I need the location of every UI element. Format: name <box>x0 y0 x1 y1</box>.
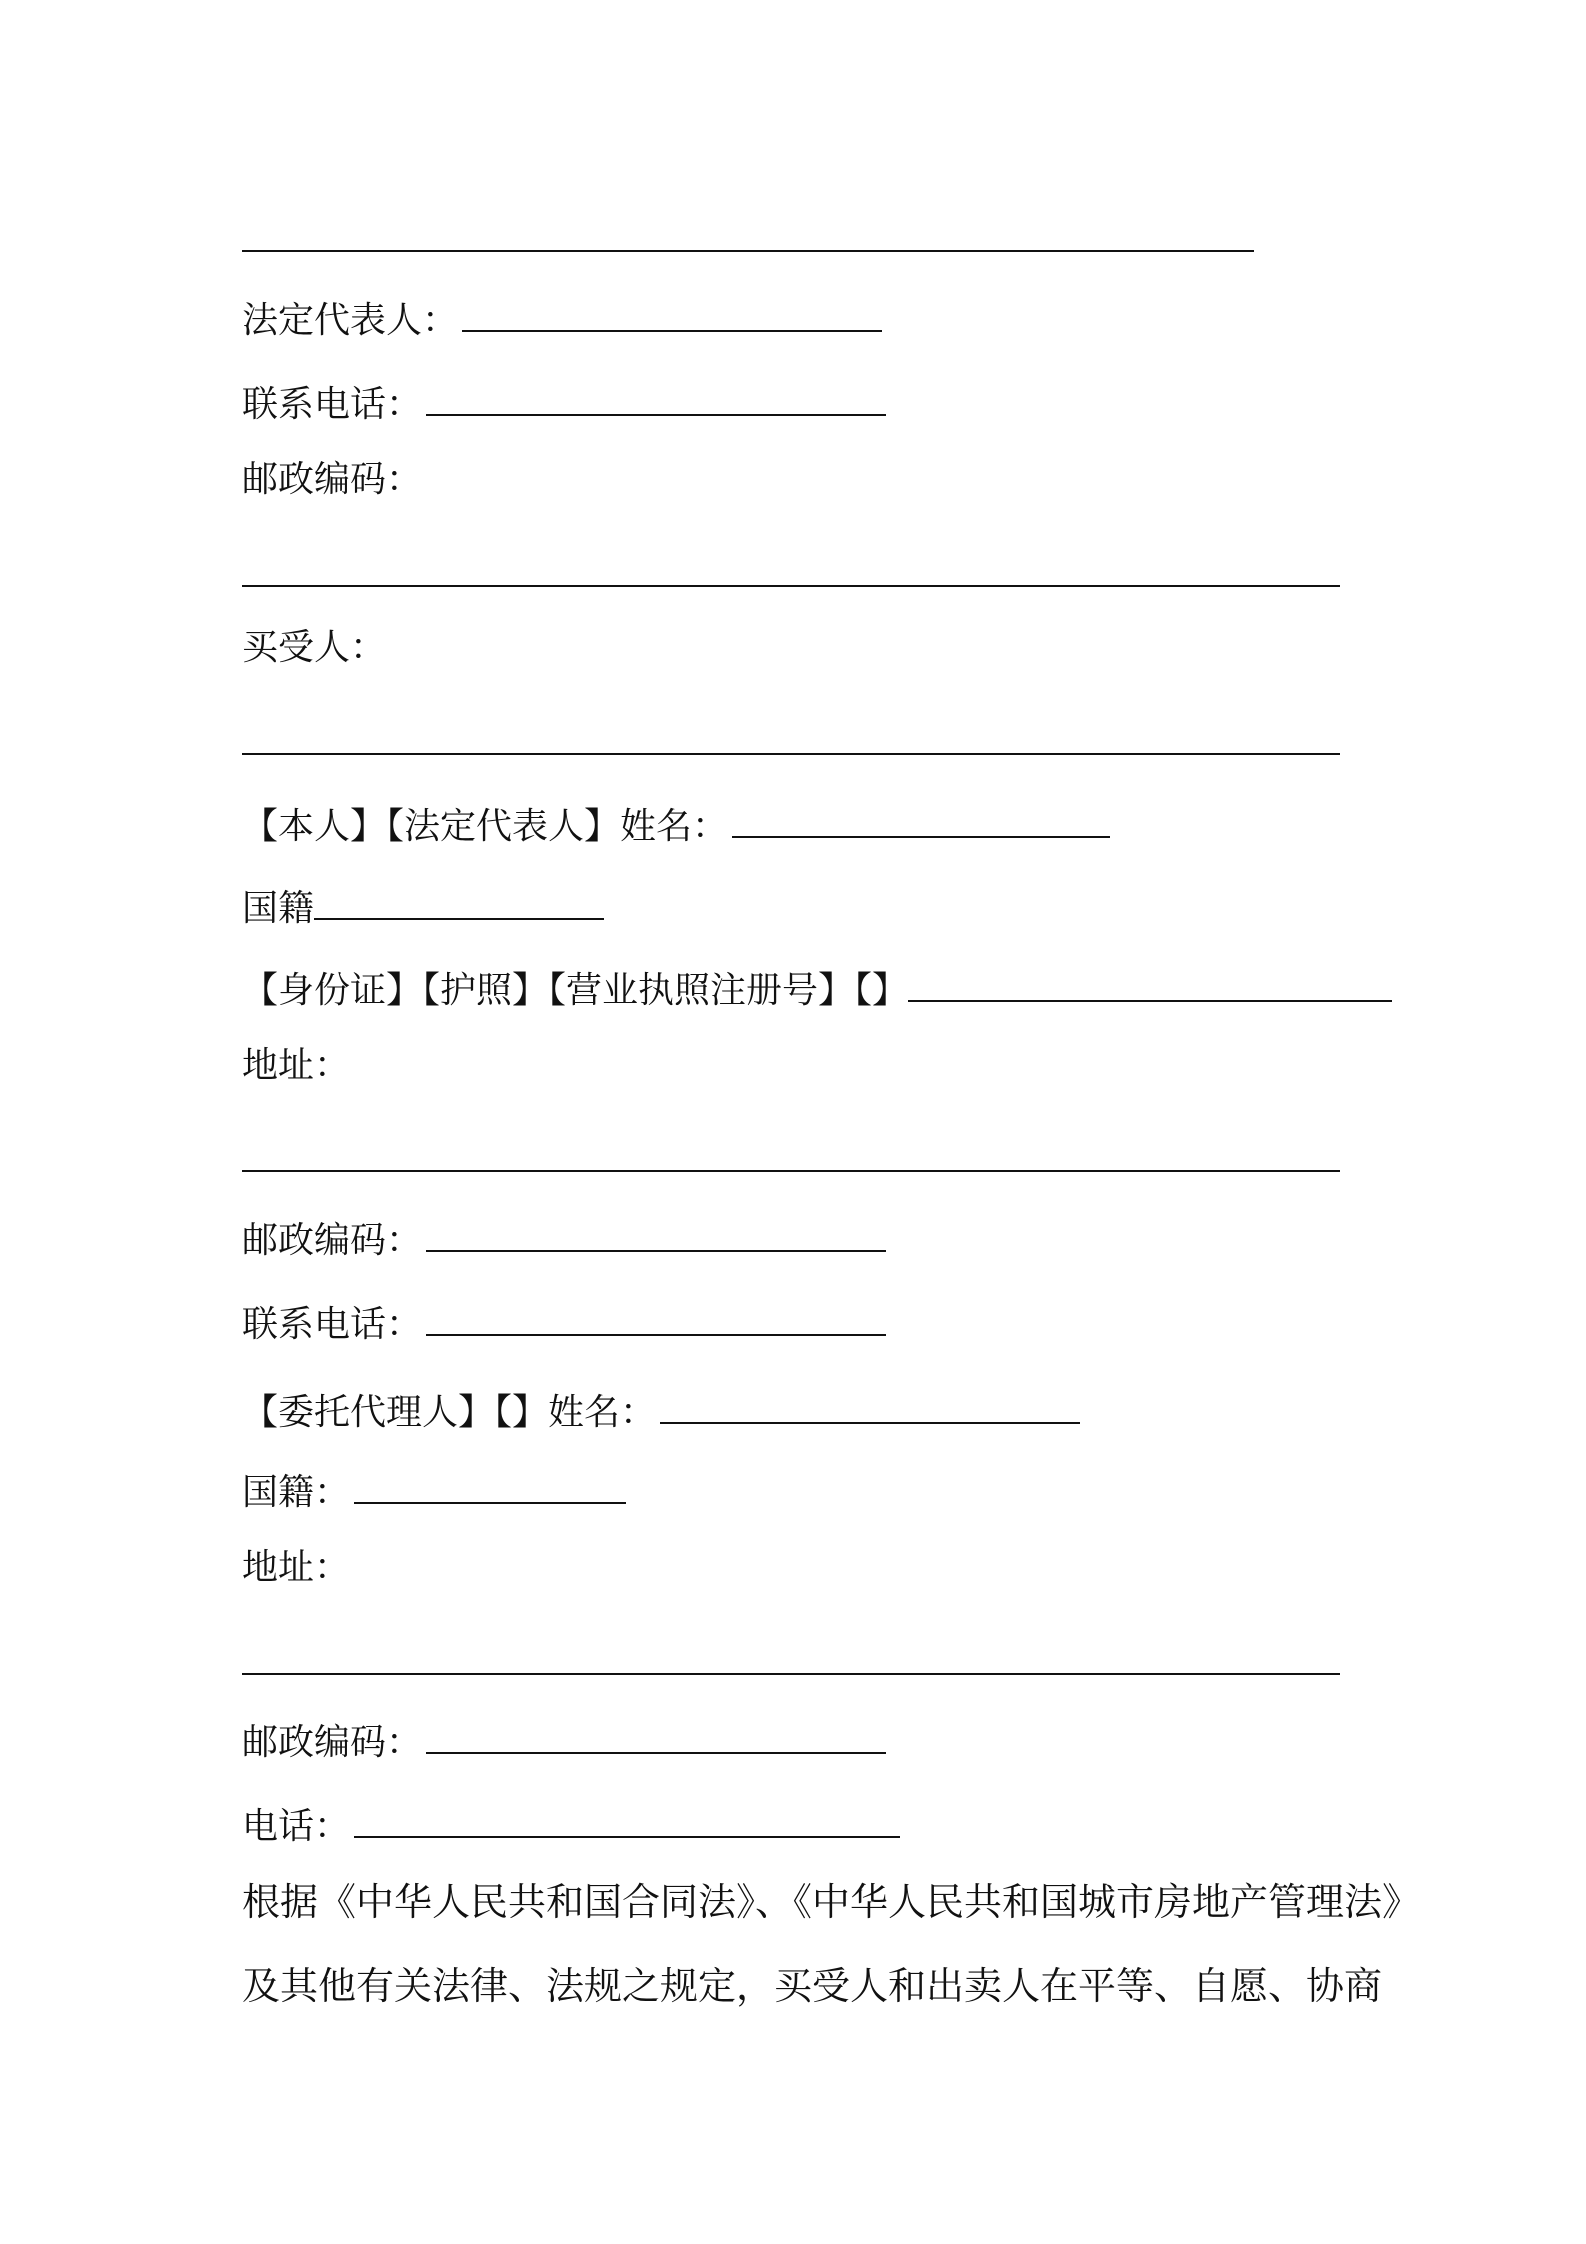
buyer-address-row <box>242 1042 350 1090</box>
buyer-phone-blank[interactable] <box>426 1294 886 1336</box>
buyer-postal-blank[interactable] <box>426 1210 886 1252</box>
buyer-postal-row <box>242 1210 886 1265</box>
seller-postal-label: 邮政编码： <box>242 459 423 500</box>
agent-postal-label: 邮政编码： <box>242 1722 423 1763</box>
buyer-nationality-row <box>242 878 604 933</box>
agent-phone-blank[interactable] <box>354 1796 900 1838</box>
agent-name-row <box>242 1382 1080 1437</box>
preamble-line-1: 根据《中华人民共和国合同法》、《中华人民共和国城市房地产管理法》 <box>242 1880 1421 1924</box>
agent-postal-blank[interactable] <box>426 1712 886 1754</box>
seller-phone-blank[interactable] <box>426 374 886 416</box>
seller-legal-rep-label: 法定代表人： <box>242 300 459 341</box>
buyer-nationality-blank[interactable] <box>314 878 604 920</box>
seller-postal-row <box>242 456 422 504</box>
buyer-blank[interactable] <box>242 753 1340 755</box>
buyer-id-blank[interactable] <box>908 960 1392 1002</box>
preamble-line-2: 及其他有关法律、法规之规定，买受人和出卖人在平等、自愿、协商 <box>242 1964 1383 2008</box>
buyer-id-row <box>242 960 1392 1015</box>
buyer-title: 买受人： <box>242 627 387 668</box>
agent-postal-row <box>242 1712 886 1767</box>
buyer-id-label: 【身份证】【护照】【营业执照注册号】【】 <box>242 970 909 1011</box>
agent-address-label: 地址： <box>242 1547 351 1588</box>
buyer-name-label: 【本人】【法定代表人】姓名： <box>242 806 729 847</box>
seller-legal-rep-row <box>242 290 882 345</box>
buyer-address-label: 地址： <box>242 1045 351 1086</box>
seller-postal-blank[interactable] <box>242 585 1340 587</box>
buyer-postal-label: 邮政编码： <box>242 1220 423 1261</box>
agent-phone-row <box>242 1796 900 1851</box>
buyer-nationality-label: 国籍 <box>242 888 315 929</box>
agent-name-label: 【委托代理人】【】姓名： <box>242 1392 657 1433</box>
buyer-phone-label: 联系电话： <box>242 1304 423 1345</box>
seller-phone-row <box>242 374 886 429</box>
buyer-address-blank[interactable] <box>242 1170 1340 1172</box>
agent-nationality-row <box>242 1462 626 1517</box>
buyer-phone-row <box>242 1294 886 1349</box>
agent-address-row <box>242 1544 350 1592</box>
seller-address-blank[interactable] <box>242 250 1254 252</box>
buyer-name-blank[interactable] <box>732 796 1110 838</box>
seller-phone-label: 联系电话： <box>242 384 423 425</box>
buyer-name-row <box>242 796 1110 851</box>
agent-nationality-blank[interactable] <box>354 1462 626 1504</box>
buyer-title-row <box>242 624 386 672</box>
agent-nationality-label: 国籍： <box>242 1472 351 1513</box>
agent-address-blank[interactable] <box>242 1673 1340 1675</box>
agent-phone-label: 电话： <box>242 1806 351 1847</box>
seller-legal-rep-blank[interactable] <box>462 290 882 332</box>
agent-name-blank[interactable] <box>660 1382 1080 1424</box>
